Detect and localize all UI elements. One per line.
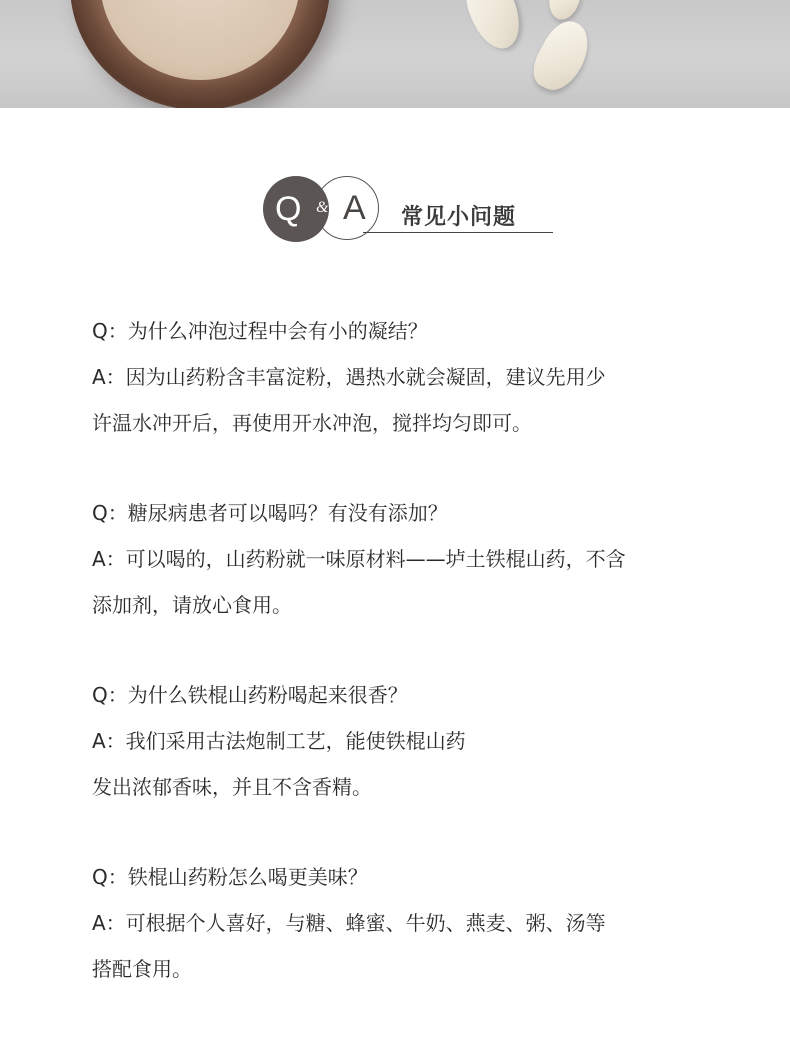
faq-question: Q：糖尿病患者可以喝吗？有没有添加？ (92, 501, 448, 525)
faq-answer-cont: 添加剂，请放心食用。 (92, 593, 292, 617)
title-underline (363, 232, 553, 233)
faq-answer-cont: 许温水冲开后，再使用开水冲泡，搅拌均匀即可。 (92, 411, 532, 435)
faq-answer: A：可以喝的，山药粉就一味原材料——垆土铁棍山药，不含 (92, 547, 626, 571)
yam-slice-image (545, 0, 586, 23)
faq-question: Q：铁棍山药粉怎么喝更美味？ (92, 865, 368, 889)
section-title: 常见小问题 (401, 204, 517, 230)
q-circle-badge: Q (263, 176, 329, 242)
faq-item (92, 854, 712, 992)
yam-slice-image (526, 14, 599, 98)
faq-question: Q：为什么冲泡过程中会有小的凝结？ (92, 319, 428, 343)
faq-list (92, 308, 712, 1036)
faq-answer: A：我们采用古法炮制工艺，能使铁棍山药 (92, 729, 466, 753)
faq-item (92, 490, 712, 628)
faq-question: Q：为什么铁棍山药粉喝起来很香？ (92, 683, 408, 707)
faq-answer-cont: 搭配食用。 (92, 957, 192, 981)
faq-answer-cont: 发出浓郁香味，并且不含香精。 (92, 775, 372, 799)
ampersand: & (316, 199, 329, 216)
faq-item (92, 672, 712, 810)
faq-item (92, 308, 712, 446)
qa-heading (263, 176, 563, 246)
product-photo-banner (0, 0, 790, 108)
faq-answer: A：因为山药粉含丰富淀粉，遇热水就会凝固，建议先用少 (92, 365, 606, 389)
yam-slice-image (455, 0, 530, 56)
a-letter: A (343, 189, 366, 227)
faq-answer: A：可根据个人喜好，与糖、蜂蜜、牛奶、燕麦、粥、汤等 (92, 911, 606, 935)
